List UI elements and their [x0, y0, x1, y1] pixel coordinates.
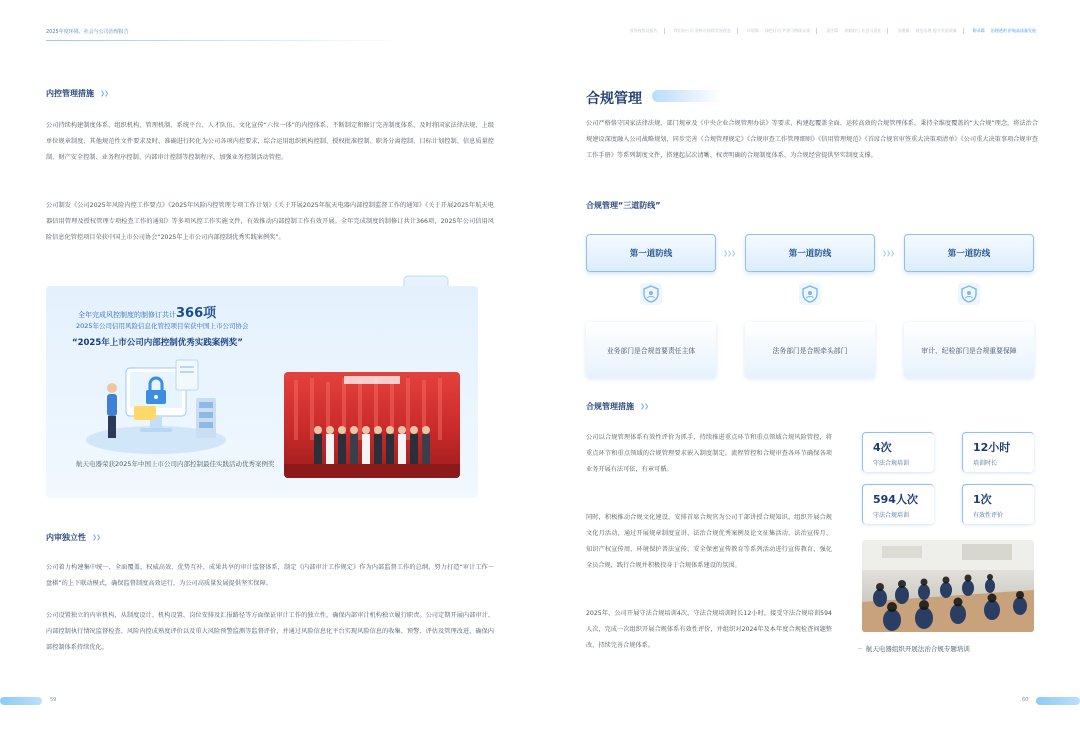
caption-text: 航天电器组织开展法治合规专题培训 — [865, 645, 970, 653]
stat-label: 培训时长 — [973, 460, 998, 467]
defense-line-card — [745, 234, 875, 272]
training-photo — [862, 540, 1034, 632]
nav-item[interactable]: 规范治理 提升发展质量 — [915, 28, 957, 33]
section-heading-audit — [46, 532, 100, 543]
paragraph: 同时，积极推动合规文化建设，安排首席合规官为公司干部讲授合规知识，组织开展合规文化月活动，通过开展规章制度宣讲、法治合规优秀案例及论文征集活动、法治宣传月、知识产权宣传周、环境保护普法宣传、安全保密宣传教育等系列活动进行宣传教育，强化全员合规，践行合规并积极投身于合规体系建设的氛围。 — [586, 514, 832, 569]
section-title: 合规管理措施 — [586, 402, 634, 411]
page-number: 60 — [1022, 697, 1029, 703]
stat-label: 守法合规培训 — [873, 512, 910, 519]
responsibility-card — [745, 322, 875, 378]
running-title: 2025年度环境、社会与公司治理报告 — [46, 29, 129, 35]
responsibility-card — [586, 322, 716, 378]
nav-item[interactable]: 领导致辞及报告 — [629, 28, 658, 33]
shield-icon — [798, 282, 822, 306]
photo-caption: 航天电器荣获2025年中国上市公司内部控制最佳实践活动优秀案例奖 — [76, 460, 275, 468]
paragraph: 2025年，公司开展守法合规培训4次，守法合规培训时长12小时，接受守法合规培训594人次，完成一次组织开展合规体系有效性评价，并组织对2024年及本年度合规检查问题整改，持续完善合规体系。 — [586, 610, 832, 649]
shield-icon — [957, 282, 981, 306]
defense-line-label: 第一道防线 — [947, 249, 991, 259]
paragraph: 公司严格恪守国家法律法规、部门规章及《中央企业合规管理办法》等要求，构建起覆盖全面、运转高效的合规管理体系。秉持全维度覆盖的“大合规”理念，将法治合规建设深度融入公司战略规划，同步完善《合规管理规定》《合规审查工作管理细则》《信用管理规范》《首席合规官审签重大决策项清单》《公司重大决策事项合规审查工作手册》等系列制度文件，搭建起层次清晰、权责明确的合规制度体系，为合规经营提供坚实制度支撑。 — [586, 120, 1038, 159]
chevron-right-icon: ❯❯ — [100, 90, 109, 97]
nav-item[interactable]: 勇毅前行 社会与责任 — [844, 28, 882, 33]
highlight-stat-label: 全年完成风控制度的制修订共计 — [78, 311, 176, 319]
stat-value: 12小时 — [973, 441, 1011, 454]
nav-item[interactable]: 环境篇 — [746, 28, 759, 33]
defense-line-label: 第一道防线 — [629, 249, 673, 259]
nav-item-active[interactable]: 附录篇 — [972, 28, 985, 33]
award-ceremony-photo — [284, 372, 460, 478]
responsibility-text: 业务部门是合规首要责任主体 — [606, 347, 696, 355]
responsibility-text: 审计、纪检部门是合规重要保障 — [921, 347, 1017, 355]
defense-line-card — [904, 234, 1034, 272]
section-heading-defense — [586, 200, 661, 211]
security-lock-icon — [56, 340, 226, 460]
chapter-nav — [630, 28, 1036, 34]
nav-divider — [887, 28, 891, 34]
nav-item-active[interactable]: 治理透明 护航高质量发展 — [990, 28, 1036, 33]
nav-item[interactable]: 我们的公司 坚持可持续发展理念 — [673, 28, 731, 33]
paragraph: 公司持续构建制度体系、组织机构、管理机制、系统平台、人才队伍、文化宣传“六位一体”的内控体系，不断制定和修订完善制度体系，及时将国家法律法规、上级单位规章制度、其他规范性文件要求及时、准确进行转化为公司各项内控要求，综合运用组织机构控制、授权批准控制、职务分离控制、目标计划控制、信息质量控制、财产安全控制、业务程序控制、内部审计控制等控制程序，加强业务控制活动管控。 — [46, 122, 494, 161]
arrow-right-icon: ❯❯❯ — [723, 250, 736, 257]
nav-item[interactable]: 责任篇 — [826, 28, 839, 33]
highlight-subtitle: 2025年公司信用风险信息化管控项目荣获中国上市公司协会 — [76, 322, 249, 330]
page-number: 59 — [50, 697, 57, 703]
paragraph: 公司制发《公司2025年风险内控工作要点》《2025年风险内控管理专项工作计划》《关于开展2025年航天电器内部控制监督工作的通知》《关于开展2025年航天电器信用管理及授权管理专项检查工作的通知》等多项风控工作实施文件，有效推动内部控制工作有效开展。全年完成制度的制修订共计366项，2025年公司信用风险信息化管控项目荣获中国上市公司协会“2025年上市公司内部控制优秀实践案例奖”。 — [46, 202, 494, 241]
stat-card — [962, 484, 1034, 524]
responsibility-text: 法务部门是合规牵头部门 — [772, 347, 848, 355]
highlight-stat — [78, 302, 216, 321]
right-page — [540, 0, 1080, 732]
section-heading-internal-control — [46, 88, 108, 99]
caption-marker-icon: ─ — [858, 644, 862, 653]
paragraph: 公司以合规管理体系有效性评价为抓手，持续推进重点环节和重点领域合规风险管控，将重点环节和重点领域的合规管理要求嵌入制度制定，流程管控和合规审查各环节确保各项业务开展有法可依，有章可循。 — [586, 434, 832, 473]
chevron-right-icon: ❯❯ — [640, 403, 649, 410]
stat-card — [962, 432, 1034, 472]
stat-value: 4次 — [873, 441, 892, 454]
nav-divider — [963, 28, 967, 34]
section-title: 内审独立性 — [46, 533, 86, 542]
section-heading-measures — [586, 401, 648, 412]
stat-value: 1次 — [973, 493, 992, 506]
header-divider — [46, 40, 406, 41]
photo-caption — [858, 644, 970, 653]
nav-item[interactable]: 绿色行动 共建可持续未来 — [764, 28, 811, 33]
highlight-award: “2025年上市公司内部控制优秀实践案例奖” — [72, 338, 243, 348]
stat-card — [862, 484, 934, 524]
highlight-stat-value: 366项 — [176, 306, 217, 321]
defense-line-label: 第一道防线 — [788, 249, 832, 259]
chevron-right-icon: ❯❯ — [92, 534, 101, 541]
paragraph: 公司设置独立的内审机构，从制度设计、机构设置、岗位安排及汇报路径等方面保证审计工作的独立性，确保内部审计机构独立履行职责。公司定期开展内部审计、内部控制执行情况监督检查、风险内控成熟度评价以及重大风险预警监测等监督评价，并通过风险信息化平台实现风险信息的收集、预警、评估及管理改进，确保内部控制体系持续优化。 — [46, 612, 494, 651]
stat-value: 594人次 — [873, 493, 918, 506]
responsibility-card — [904, 322, 1034, 378]
stat-card — [862, 432, 934, 472]
defense-line-card — [586, 234, 716, 272]
footer-bar — [0, 697, 42, 705]
nav-divider — [737, 28, 741, 34]
nav-divider — [664, 28, 668, 34]
arrow-right-icon: ❯❯❯ — [882, 250, 895, 257]
shield-icon — [639, 282, 663, 306]
section-title: 内控管理措施 — [46, 89, 94, 98]
nav-item[interactable]: 治理篇 — [897, 28, 910, 33]
stat-label: 守法合规培训 — [873, 460, 910, 467]
page-title: 合规管理 — [586, 91, 642, 107]
nav-divider — [816, 28, 820, 34]
title-decoration — [652, 90, 722, 102]
footer-bar — [1036, 697, 1080, 705]
section-title: 合规管理“三道防线” — [586, 201, 661, 210]
stat-label: 有效性评价 — [973, 512, 1004, 519]
paragraph: 公司着力构建集中统一、全面覆盖、权威高效、优势互补、成果共享的审计监督体系，制定《内部审计工作规定》作为内部监督工作的总纲，努力打造“审计工作一盘棋”的上下联动模式，确保监督制度高效运行，为公司高质量发展提供坚实保障。 — [46, 564, 494, 587]
